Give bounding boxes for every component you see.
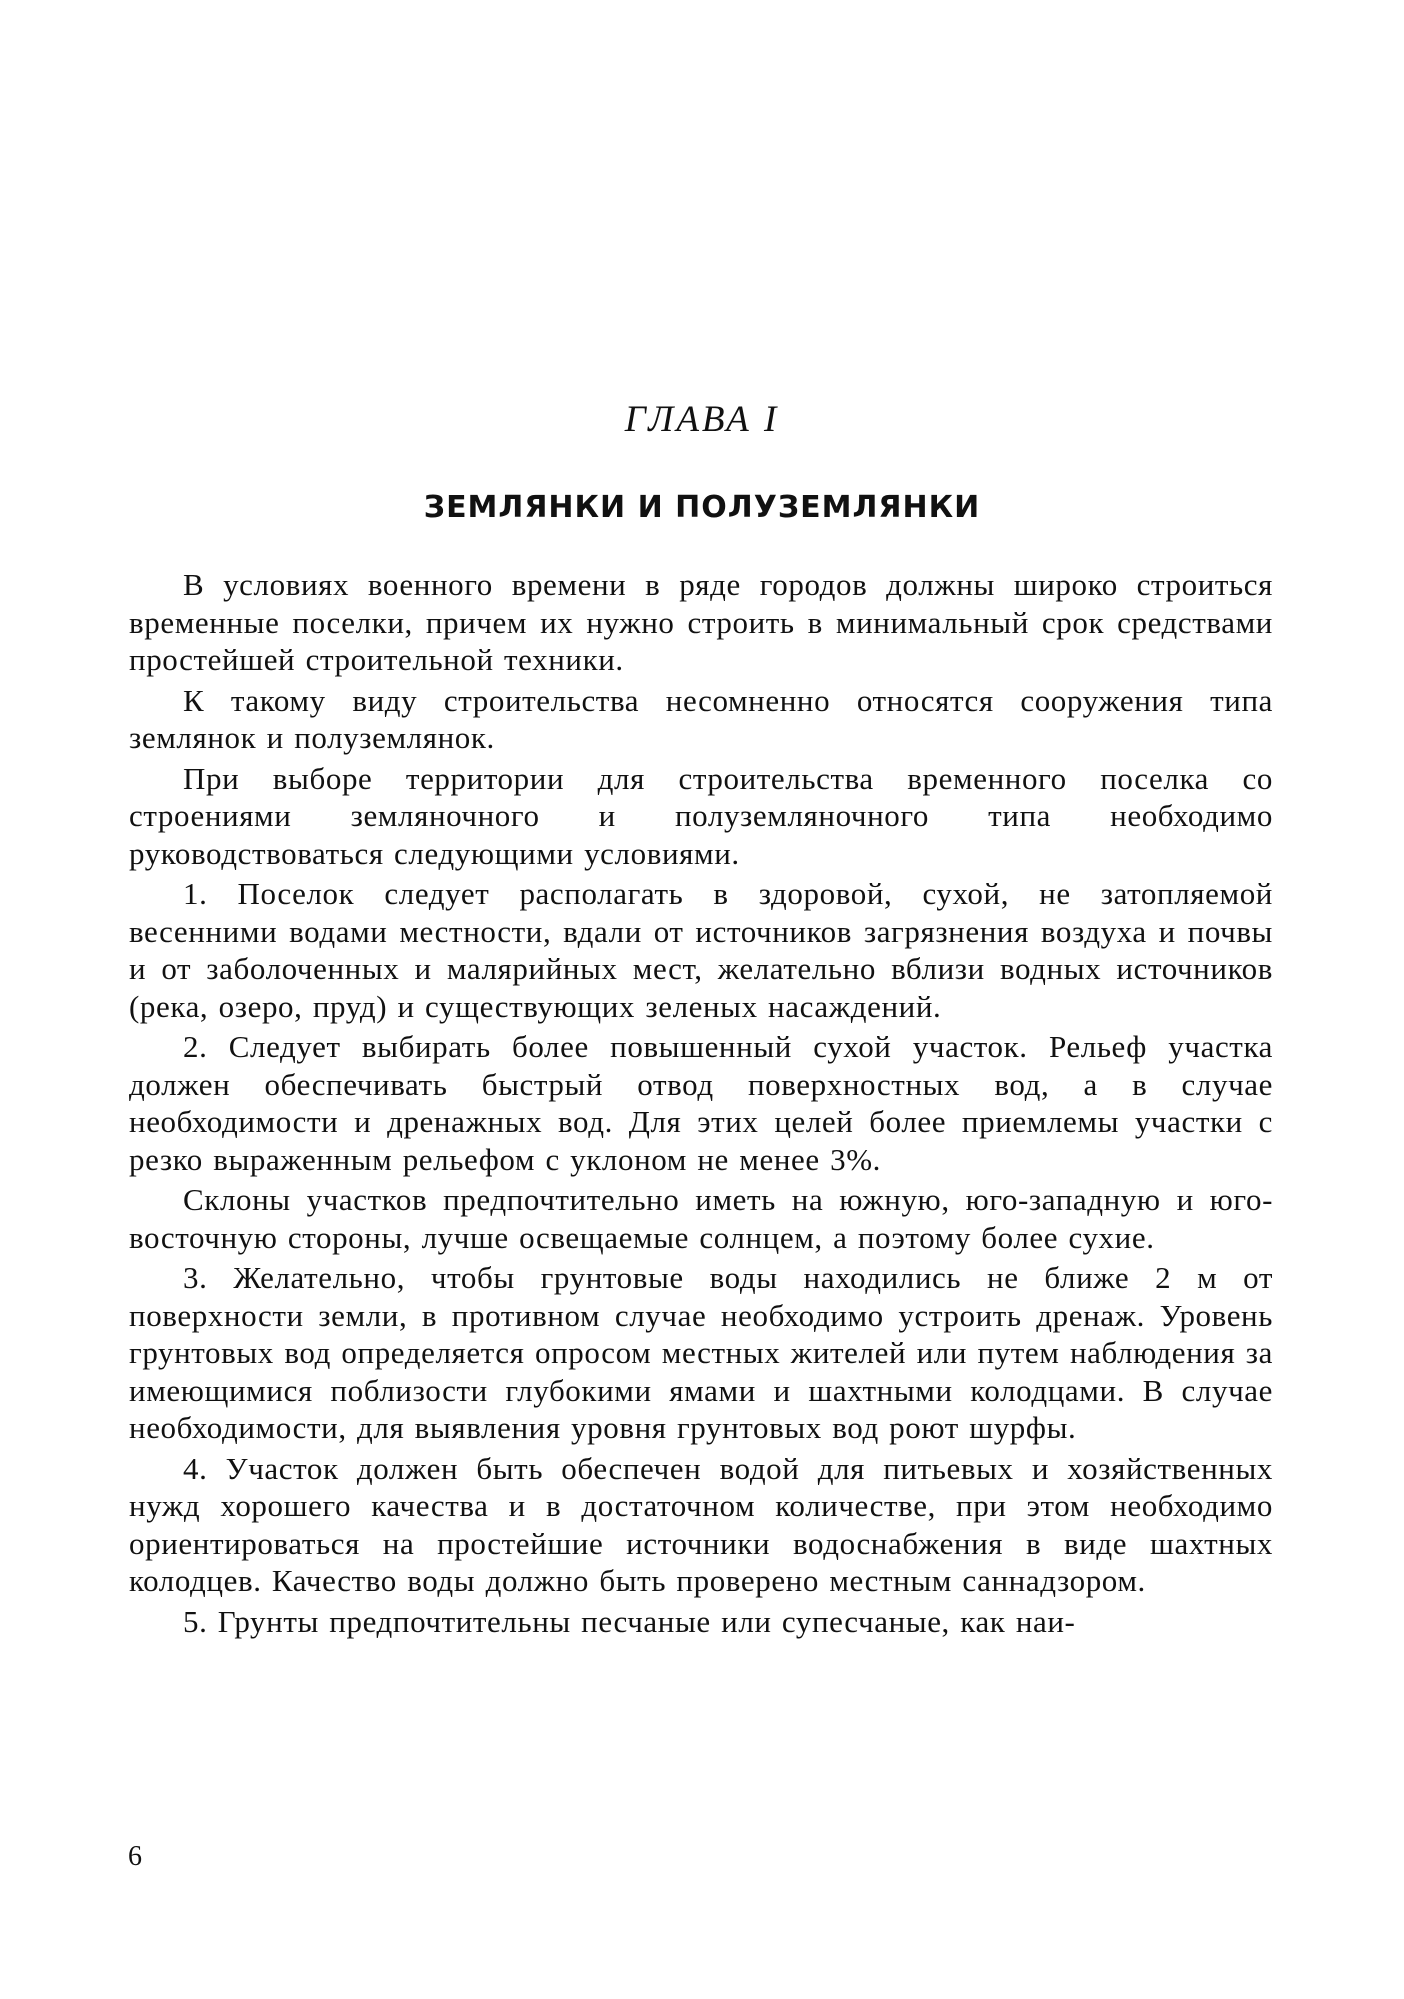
body-text: [129, 566, 1273, 1643]
paragraph-slopes: Склоны участков предпочтительно иметь на южную, юго-западную и юго-восточную стороны, лучше освещаемые солнцем, а поэтому более сухие.: [129, 1182, 1273, 1255]
paragraph-condition-4: 4. Участок должен быть обеспечен водой для питьевых и хозяйственных нужд хорошего качества и в достаточном количестве, при этом необходимо ориентироваться на простейшие источники водоснабжения в виде шахтных колодцев. Качество воды должно быть проверено местным саннадзором.: [129, 1450, 1273, 1598]
paragraph-construction-types: К такому виду строительства несомненно относятся сооружения типа землянок и полуземлянок.: [129, 682, 1273, 755]
chapter-label: ГЛАВА I: [624, 399, 780, 440]
paragraph-site-selection: При выборе территории для строительства временного поселка со строениями земляночного и полуземляночного типа необходимо руководствоваться следующими условиями.: [129, 760, 1273, 871]
paragraph-condition-3: 3. Желательно, чтобы грунтовые воды находились не ближе 2 м от поверхности земли, в противном случае необходимо устроить дренаж. Уровень грунтовых вод определяется опросом местных жителей или путем наблюдения за имеющимися поблизости глубокими ямами и шахтными колодцами. В случае необходимости, для выявления уровня грунтовых вод роют шурфы.: [129, 1260, 1273, 1445]
paragraph-condition-2: 2. Следует выбирать более повышенный сухой участок. Рельеф участка должен обеспечивать быстрый отвод поверхностных вод, а в случае необходимости и дренажных вод. Для этих целей более приемлемы участки с резко выраженным рельефом с уклоном не менее 3%.: [129, 1029, 1273, 1177]
chapter-title: ЗЕМЛЯНКИ И ПОЛУЗЕМЛЯНКИ: [423, 490, 981, 525]
paragraph-condition-5: 5. Грунты предпочтительны песчаные или супесчаные, как наи-: [183, 1603, 1076, 1639]
page-number: 6: [128, 1841, 142, 1872]
paragraph-intro: В условиях военного времени в ряде городов должны широко строиться временные поселки, причем их нужно строить в минимальный срок средствами простейшей строительной техники.: [129, 567, 1273, 677]
paragraph-condition-1: 1. Поселок следует располагать в здоровой, сухой, не затопляемой весенними водами местности, вдали от источников загрязнения воздуха и почвы и от заболоченных и малярийных мест, желательно вблизи водных источников (река, озеро, пруд) и существующих зеленых насаждений.: [129, 876, 1273, 1024]
